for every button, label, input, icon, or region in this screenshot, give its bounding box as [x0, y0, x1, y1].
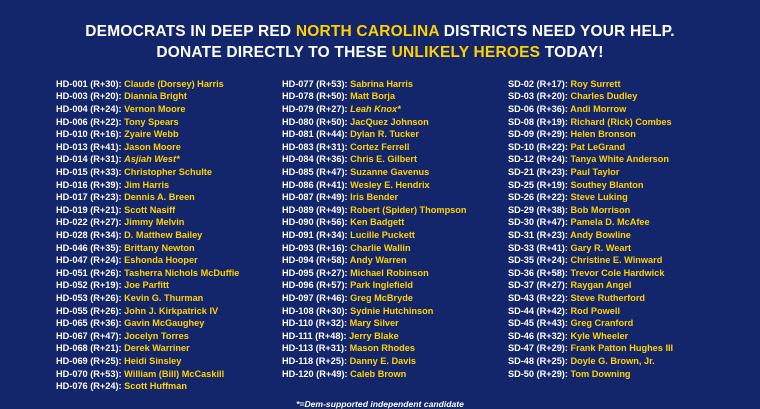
district-label: SD-48 (R+25):: [507, 355, 568, 366]
district-label: HD-097 (R+46):: [281, 292, 348, 303]
list-item: [282, 153, 500, 166]
list-item: [508, 78, 726, 91]
district-label: HD-055 (R+26):: [56, 305, 122, 316]
district-label: HD-004 (R+24):: [56, 104, 122, 115]
district-label: SD-29 (R+38):: [507, 204, 568, 215]
district-label: SD-33 (R+41):: [507, 242, 568, 253]
candidate-name: Charlie Wallin: [350, 242, 411, 253]
district-label: HD-086 (R+41):: [281, 179, 348, 190]
list-item: [56, 216, 274, 229]
candidate-name: Zyaire Webb: [124, 129, 179, 140]
district-label: HD-028 (R+34):: [56, 229, 122, 240]
district-label: SD-25 (R+19):: [507, 179, 568, 190]
candidate-name: Christine E. Winward: [570, 255, 663, 266]
list-item: [282, 229, 500, 242]
candidate-name: Jocelyn Torres: [124, 330, 189, 341]
list-item: [56, 368, 274, 381]
candidate-name: Dennis A. Breen: [124, 192, 195, 203]
district-label: SD-26 (R+22):: [507, 192, 568, 203]
list-item: [508, 204, 726, 217]
candidate-name: John J. Kirkpatrick IV: [124, 305, 219, 316]
candidate-name: Danny E. Davis: [349, 355, 417, 366]
candidate-name: JacQuez Johnson: [350, 116, 429, 127]
list-item: [282, 128, 500, 141]
candidate-column-2: [282, 78, 508, 393]
list-item: [56, 305, 274, 318]
list-item: [56, 317, 274, 330]
candidate-name: Steve Rutherford: [570, 292, 646, 303]
district-label: HD-006 (R+22):: [56, 116, 122, 127]
candidate-name: Leah Knox*: [350, 104, 401, 115]
district-label: HD-081 (R+44):: [281, 129, 348, 140]
list-item: [282, 90, 500, 103]
candidate-name: Matt Borja: [350, 91, 396, 102]
list-item: [56, 279, 274, 292]
candidate-name: Charles Dudley: [570, 91, 638, 102]
candidate-name: William (Bill) McCaskill: [124, 368, 225, 379]
candidate-name: Mary Silver: [349, 318, 399, 329]
district-label: HD-120 (R+49):: [281, 368, 348, 379]
district-label: SD-31 (R+23):: [507, 229, 568, 240]
district-label: SD-21 (R+23):: [507, 167, 568, 177]
district-label: HD-091 (R+34):: [281, 229, 348, 240]
headline-line-1-post: DISTRICTS NEED YOUR HELP.: [439, 23, 675, 40]
district-label: HD-001 (R+30):: [56, 78, 122, 89]
list-item: [282, 204, 500, 217]
list-item: [282, 166, 500, 179]
candidate-name: Southey Blanton: [570, 179, 644, 190]
district-label: HD-111 (R+48):: [281, 330, 347, 341]
list-item: [508, 368, 726, 381]
candidate-name: Jason Moore: [124, 141, 181, 152]
candidate-name: Derek Warriner: [124, 343, 190, 354]
district-label: SD-50 (R+29):: [507, 368, 568, 379]
headline-line-2-post: TODAY!: [540, 43, 604, 61]
district-label: HD-090 (R+56):: [281, 217, 348, 228]
candidate-name: Eshonda Hooper: [124, 255, 198, 266]
candidate-name: D. Matthew Bailey: [124, 229, 203, 240]
list-item: [508, 128, 726, 141]
candidate-name: Iris Bender: [350, 192, 399, 203]
list-item: [56, 242, 274, 255]
district-label: SD-03 (R+20):: [507, 91, 568, 102]
district-label: SD-36 (R+58):: [507, 267, 568, 278]
candidate-name: Doyle G. Brown, Jr.: [570, 355, 655, 366]
list-item: [508, 254, 726, 267]
list-item: [508, 330, 726, 343]
candidate-name: Asjiah West*: [124, 154, 180, 165]
candidate-name: Heidi Sinsley: [124, 355, 182, 366]
candidate-name: Chris E. Gilbert: [350, 154, 418, 165]
list-item: [282, 292, 500, 305]
list-item: [282, 179, 500, 192]
list-item: [56, 166, 274, 179]
list-item: [56, 229, 274, 242]
district-label: HD-093 (R+16):: [281, 242, 348, 253]
district-label: HD-003 (R+20):: [56, 91, 122, 102]
candidate-name: Greg Cranford: [570, 318, 634, 329]
district-label: HD-069 (R+25):: [56, 355, 122, 366]
district-label: HD-046 (R+35):: [56, 242, 122, 253]
district-label: SD-12 (R+24):: [507, 154, 568, 165]
candidate-name: Tasherra Nichols McDuffie: [124, 267, 240, 278]
list-item: [508, 191, 726, 204]
list-item: [508, 279, 726, 292]
candidate-name: Jim Harris: [124, 179, 170, 190]
candidate-name: Scott Nasiff: [124, 204, 176, 215]
candidate-name: Richard (Rick) Combes: [570, 116, 672, 127]
headline-line-2-pre: DONATE DIRECTLY TO THESE: [156, 43, 392, 61]
list-item: [282, 103, 500, 116]
district-label: HD-113 (R+31):: [281, 343, 348, 354]
candidate-name: Lucille Puckett: [350, 229, 415, 240]
list-item: [56, 128, 274, 141]
list-item: [56, 78, 274, 91]
candidate-name: Caleb Brown: [350, 368, 407, 379]
list-item: [56, 380, 274, 393]
district-label: HD-108 (R+30):: [281, 305, 348, 316]
district-label: HD-096 (R+57):: [281, 280, 348, 291]
district-label: HD-077 (R+53):: [281, 78, 348, 89]
list-item: [282, 141, 500, 154]
district-label: HD-118 (R+25):: [281, 355, 348, 366]
candidate-name: Robert (Spider) Thompson: [350, 204, 467, 215]
candidate-name: Mason Rhodes: [349, 343, 415, 354]
list-item: [282, 78, 500, 91]
district-label: HD-110 (R+32):: [281, 318, 348, 329]
district-label: HD-015 (R+33):: [56, 167, 122, 177]
district-label: HD-013 (R+41):: [56, 141, 122, 152]
list-item: [282, 242, 500, 255]
district-label: SD-09 (R+29):: [507, 129, 568, 140]
list-item: [508, 355, 726, 368]
list-item: [508, 229, 726, 242]
district-label: HD-085 (R+47):: [281, 167, 348, 177]
candidate-columns: [26, 78, 734, 393]
district-label: SD-30 (R+47):: [507, 217, 568, 228]
candidate-name: Brittany Newton: [124, 242, 195, 253]
district-label: HD-022 (R+27):: [56, 217, 122, 228]
district-label: HD-014 (R+31):: [56, 154, 122, 165]
candidate-name: Cortez Ferrell: [350, 141, 410, 152]
list-item: [508, 267, 726, 280]
list-item: [56, 292, 274, 305]
district-label: SD-10 (R+22):: [507, 141, 568, 152]
district-label: HD-047 (R+24):: [56, 255, 122, 266]
headline-line-2-highlight: UNLIKELY HEROES: [391, 43, 541, 61]
candidate-name: Andi Morrow: [570, 104, 627, 115]
list-item: [508, 103, 726, 116]
list-item: [282, 355, 500, 368]
list-item: [282, 305, 500, 318]
candidate-name: Rod Powell: [570, 305, 621, 316]
list-item: [56, 179, 274, 192]
candidate-name: Frank Patton Hughes III: [570, 343, 674, 354]
district-label: HD-067 (R+47):: [56, 330, 122, 341]
district-label: HD-068 (R+21):: [56, 343, 122, 354]
district-label: SD-47 (R+29):: [507, 343, 568, 354]
candidate-name: Jerry Blake: [349, 330, 399, 341]
list-item: [56, 342, 274, 355]
list-item: [282, 317, 500, 330]
candidate-name: Kyle Wheeler: [570, 330, 629, 341]
list-item: [508, 166, 726, 179]
list-item: [56, 141, 274, 154]
list-item: [282, 368, 500, 381]
list-item: [282, 116, 500, 129]
candidate-column-1: [56, 78, 282, 393]
candidate-name: Tom Downing: [570, 368, 631, 379]
candidate-name: Jimmy Melvin: [124, 217, 185, 228]
page-title: [26, 22, 734, 64]
district-label: HD-095 (R+27):: [281, 267, 348, 278]
list-item: [56, 267, 274, 280]
list-item: [508, 342, 726, 355]
candidate-name: Claude (Dorsey) Harris: [124, 78, 224, 89]
candidate-name: Kevin G. Thurman: [124, 292, 204, 303]
footnote: *=Dem-supported independent candidate: [296, 398, 464, 409]
district-label: SD-43 (R+22):: [507, 292, 568, 303]
candidate-name: Michael Robinson: [350, 267, 429, 278]
list-item: [56, 330, 274, 343]
district-label: HD-010 (R+16):: [56, 129, 122, 140]
list-item: [282, 267, 500, 280]
district-label: HD-078 (R+50):: [281, 91, 348, 102]
list-item: [508, 141, 726, 154]
list-item: [508, 179, 726, 192]
candidate-name: Diannia Bright: [124, 91, 187, 102]
district-label: SD-35 (R+24):: [507, 255, 568, 266]
list-item: [56, 116, 274, 129]
headline-line-1-highlight: NORTH CAROLINA: [295, 23, 440, 40]
list-item: [56, 254, 274, 267]
district-label: SD-37 (R+27):: [507, 280, 568, 291]
district-label: HD-019 (R+21):: [56, 204, 122, 215]
candidate-name: Sydnie Hutchinson: [350, 305, 434, 316]
district-label: SD-08 (R+19):: [507, 116, 568, 127]
list-item: [282, 342, 500, 355]
candidate-name: Andy Bowline: [570, 229, 631, 240]
headline-line-1-pre: DEMOCRATS IN DEEP RED: [85, 23, 296, 40]
candidate-name: Helen Bronson: [570, 129, 636, 140]
list-item: [282, 330, 500, 343]
district-label: HD-052 (R+19):: [56, 280, 122, 291]
candidate-name: Christopher Schulte: [124, 167, 212, 177]
list-item: [508, 116, 726, 129]
candidate-name: Sabrina Harris: [350, 78, 413, 89]
list-item: [56, 191, 274, 204]
list-item: [508, 153, 726, 166]
list-item: [282, 191, 500, 204]
candidate-name: Gavin McGaughey: [124, 318, 205, 329]
district-label: HD-053 (R+26):: [56, 292, 122, 303]
list-item: [282, 254, 500, 267]
list-item: [56, 90, 274, 103]
candidate-name: Raygan Angel: [570, 280, 632, 291]
district-label: HD-087 (R+49):: [281, 192, 348, 203]
headline-line-1: [26, 22, 734, 43]
candidate-name: Park Inglefield: [350, 280, 413, 291]
list-item: [56, 153, 274, 166]
district-label: SD-44 (R+42):: [507, 305, 568, 316]
candidate-name: Dylan R. Tucker: [350, 129, 419, 140]
candidate-name: Tanya White Anderson: [570, 154, 670, 165]
district-label: HD-070 (R+53):: [56, 368, 122, 379]
list-item: [56, 355, 274, 368]
candidate-name: Gary R. Weart: [570, 242, 632, 253]
list-item: [282, 279, 500, 292]
candidate-name: Scott Huffman: [124, 381, 187, 392]
list-item: [508, 242, 726, 255]
candidate-name: Trevor Cole Hardwick: [570, 267, 665, 278]
list-item: [56, 103, 274, 116]
list-item: [508, 90, 726, 103]
district-label: HD-094 (R+58):: [281, 255, 348, 266]
candidate-name: Andy Warren: [349, 255, 407, 266]
list-item: [508, 292, 726, 305]
candidate-name: Wesley E. Hendrix: [350, 179, 430, 190]
district-label: HD-083 (R+31):: [281, 141, 348, 152]
candidate-column-3: [508, 78, 734, 393]
district-label: HD-017 (R+23):: [56, 192, 122, 203]
district-label: HD-084 (R+36):: [281, 154, 348, 165]
district-label: SD-46 (R+32):: [507, 330, 568, 341]
candidate-name: Paul Taylor: [570, 167, 620, 177]
list-item: [508, 305, 726, 318]
candidate-name: Roy Surrett: [570, 78, 621, 89]
candidate-name: Pat LeGrand: [570, 141, 626, 152]
candidate-name: Greg McBryde: [350, 292, 413, 303]
district-label: HD-051 (R+26):: [56, 267, 122, 278]
list-item: [508, 216, 726, 229]
candidate-name: Bob Morrison: [570, 204, 631, 215]
list-item: [282, 216, 500, 229]
headline-line-2: [26, 43, 734, 64]
candidate-name: Pamela D. McAfee: [570, 217, 650, 228]
district-label: HD-089 (R+49):: [281, 204, 348, 215]
district-label: HD-076 (R+24):: [56, 381, 122, 392]
district-label: HD-016 (R+39):: [56, 179, 122, 190]
district-label: SD-02 (R+17):: [507, 78, 568, 89]
district-label: SD-06 (R+36):: [507, 104, 568, 115]
district-label: HD-079 (R+27):: [281, 104, 348, 115]
list-item: [508, 317, 726, 330]
district-label: SD-45 (R+43):: [507, 318, 568, 329]
candidate-name: Vernon Moore: [124, 104, 186, 115]
candidate-name: Suzanne Gavenus: [350, 167, 430, 177]
candidate-name: Ken Badgett: [350, 217, 405, 228]
district-label: HD-080 (R+50):: [281, 116, 348, 127]
candidate-name: Tony Spears: [124, 116, 179, 127]
list-item: [56, 204, 274, 217]
candidate-name: Steve Luking: [570, 192, 628, 203]
candidate-name: Joe Parfitt: [124, 280, 170, 291]
district-label: HD-065 (R+36):: [56, 318, 122, 329]
